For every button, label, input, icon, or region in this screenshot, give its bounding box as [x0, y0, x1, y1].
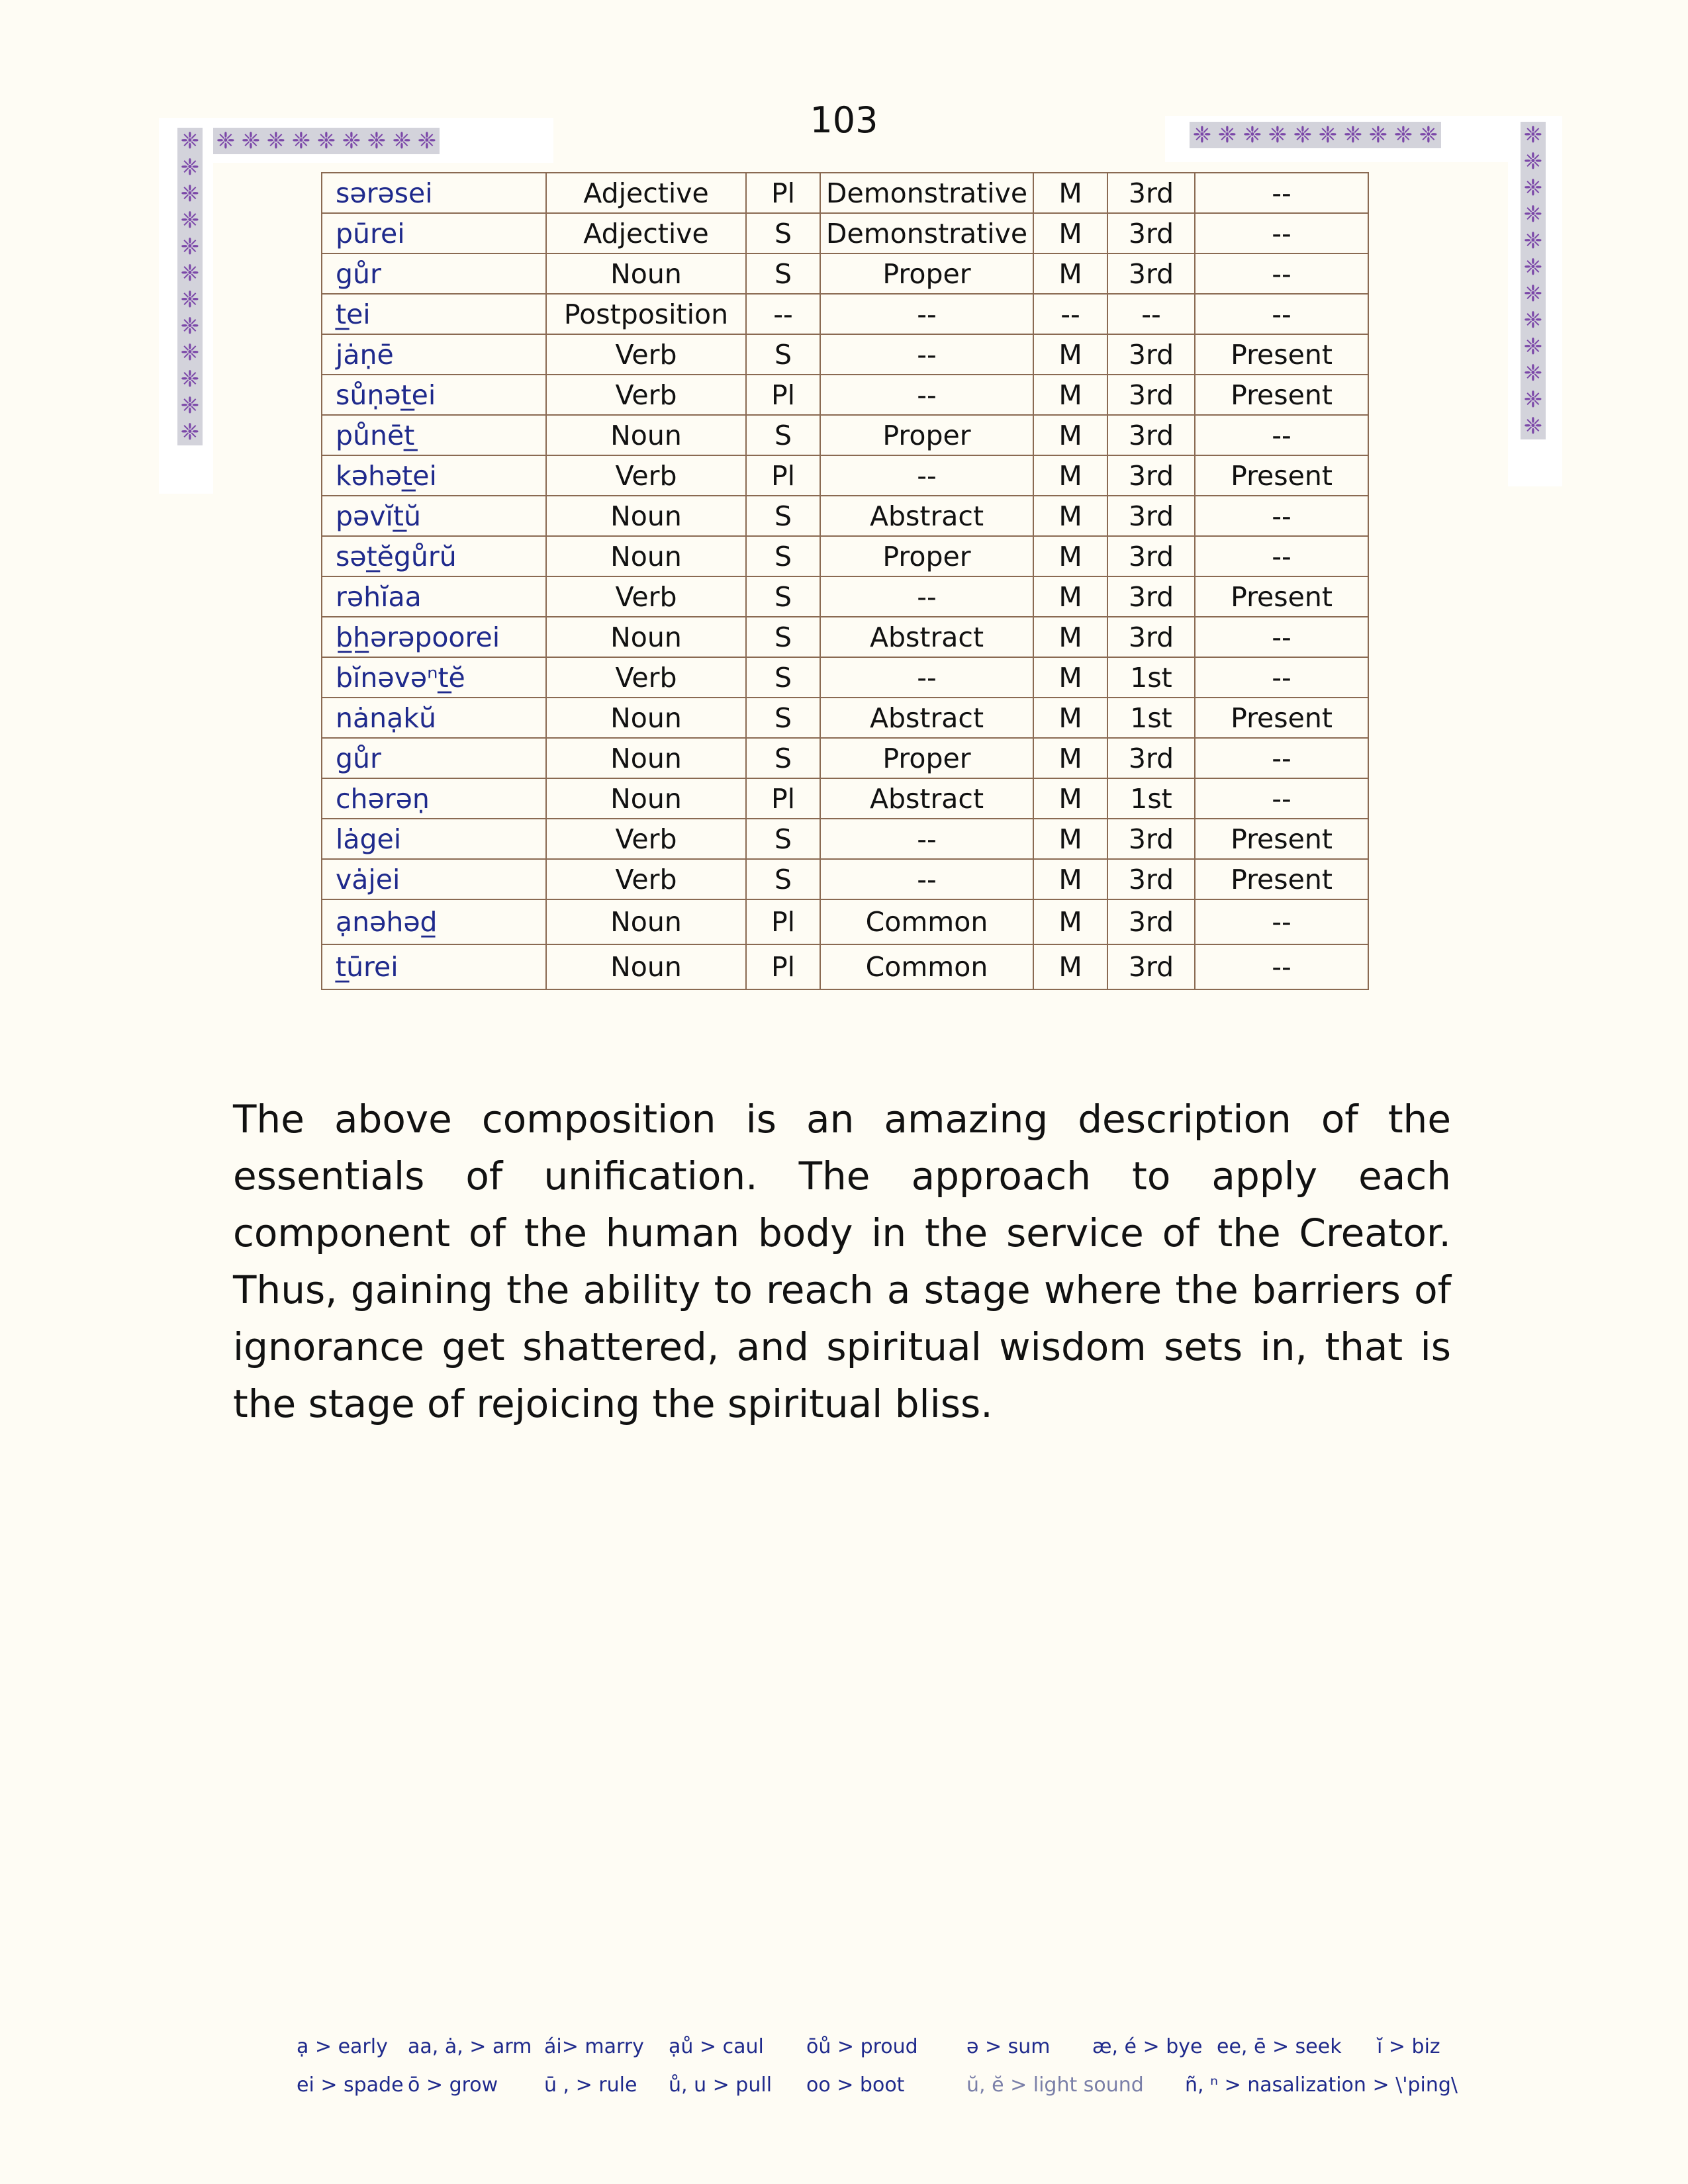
- table-cell: Abstract: [820, 698, 1033, 738]
- table-cell: --: [1195, 415, 1368, 455]
- table-cell: Abstract: [820, 778, 1033, 819]
- table-cell: M: [1033, 738, 1107, 778]
- flower-ornament-icon: ❈: [241, 128, 261, 154]
- table-row: [322, 778, 1368, 819]
- table-cell: --: [1195, 617, 1368, 657]
- flower-ornament-icon: ❈: [180, 392, 200, 419]
- word-cell: pəvĭt̲ŭ: [322, 496, 546, 536]
- table-cell: M: [1033, 455, 1107, 496]
- table-cell: M: [1033, 536, 1107, 576]
- table-cell: Present: [1195, 576, 1368, 617]
- word-cell: b̲h̲ərəpoorei: [322, 617, 546, 657]
- table-cell: S: [746, 819, 820, 859]
- table-cell: --: [1195, 496, 1368, 536]
- key-item: ee, ē > seek: [1217, 2035, 1342, 2058]
- table-cell: Noun: [546, 536, 746, 576]
- table-cell: --: [1195, 294, 1368, 334]
- flower-ornament-icon: ❈: [392, 128, 412, 154]
- table-cell: --: [820, 375, 1033, 415]
- key-item: oo > boot: [806, 2073, 905, 2097]
- table-cell: 3rd: [1107, 375, 1195, 415]
- commentary-paragraph: The above composition is an amazing description of the essentials of unification. The approach to apply each component of the human body in the service of the Creator. Thus, gaining the ability to reach a stage where the barriers of ignorance get shattered, and spiritual wisdom sets in, that is the stage of rejoicing the spiritual bliss.: [233, 1097, 1451, 1426]
- table-cell: Proper: [820, 253, 1033, 294]
- table-cell: 3rd: [1107, 496, 1195, 536]
- table-cell: Abstract: [820, 496, 1033, 536]
- table-cell: Demonstrative: [820, 173, 1033, 213]
- table-cell: S: [746, 253, 820, 294]
- word-cell: sət̲ĕgůrŭ: [322, 536, 546, 576]
- table-cell: Verb: [546, 819, 746, 859]
- word-cell: t̲ūrei: [322, 944, 546, 989]
- table-row: [322, 859, 1368, 899]
- table-cell: Present: [1195, 375, 1368, 415]
- table-cell: Verb: [546, 455, 746, 496]
- table-cell: --: [1033, 294, 1107, 334]
- flower-ornament-icon: ❈: [1293, 122, 1313, 148]
- flower-ornament-icon: ❈: [1523, 360, 1543, 387]
- table-cell: Present: [1195, 819, 1368, 859]
- table-cell: 3rd: [1107, 455, 1195, 496]
- flower-ornament-icon: ❈: [1368, 122, 1388, 148]
- table-cell: Noun: [546, 496, 746, 536]
- table-row: [322, 536, 1368, 576]
- table-cell: --: [1107, 294, 1195, 334]
- word-cell: ạnəhəd̲: [322, 899, 546, 944]
- key-item: ů, u > pull: [669, 2073, 773, 2097]
- word-cell: t̲ei: [322, 294, 546, 334]
- table-row: [322, 253, 1368, 294]
- table-cell: --: [820, 294, 1033, 334]
- table-cell: Noun: [546, 698, 746, 738]
- table-cell: Abstract: [820, 617, 1033, 657]
- table-cell: 3rd: [1107, 213, 1195, 253]
- table-cell: --: [820, 819, 1033, 859]
- table-cell: Common: [820, 944, 1033, 989]
- table-cell: Present: [1195, 859, 1368, 899]
- flower-ornament-icon: ❈: [180, 366, 200, 392]
- flower-ornament-icon: ❈: [1523, 334, 1543, 360]
- table-cell: 1st: [1107, 698, 1195, 738]
- table-cell: S: [746, 415, 820, 455]
- table-cell: Pl: [746, 173, 820, 213]
- flower-ornament-icon: ❈: [180, 340, 200, 366]
- flower-ornament-icon: ❈: [1217, 122, 1237, 148]
- table-cell: --: [1195, 173, 1368, 213]
- table-cell: Noun: [546, 778, 746, 819]
- table-cell: Pl: [746, 455, 820, 496]
- table-row: [322, 173, 1368, 213]
- table-cell: 3rd: [1107, 415, 1195, 455]
- table-cell: --: [820, 334, 1033, 375]
- table-cell: M: [1033, 698, 1107, 738]
- table-cell: S: [746, 617, 820, 657]
- table-cell: Verb: [546, 859, 746, 899]
- table-row: [322, 455, 1368, 496]
- word-cell: jȧṇē: [322, 334, 546, 375]
- pronunciation-key-row-2: [0, 2073, 1688, 2103]
- table-cell: Noun: [546, 415, 746, 455]
- table-cell: Postposition: [546, 294, 746, 334]
- ornament-border-top-right: [1190, 122, 1441, 148]
- flower-ornament-icon: ❈: [180, 234, 200, 260]
- key-item: ạ > early: [297, 2035, 388, 2058]
- table-cell: Verb: [546, 334, 746, 375]
- table-cell: 1st: [1107, 657, 1195, 698]
- word-cell: gůr: [322, 738, 546, 778]
- key-item: ñ, ⁿ > nasalization > \'ping\: [1185, 2073, 1458, 2097]
- table-cell: Proper: [820, 415, 1033, 455]
- table-cell: Pl: [746, 944, 820, 989]
- grammar-table: [321, 172, 1369, 990]
- table-row: [322, 294, 1368, 334]
- flower-ornament-icon: ❈: [180, 181, 200, 207]
- table-cell: S: [746, 334, 820, 375]
- table-row: [322, 415, 1368, 455]
- table-cell: Noun: [546, 738, 746, 778]
- word-cell: bĭnəvəⁿt̲ĕ: [322, 657, 546, 698]
- flower-ornament-icon: ❈: [1523, 254, 1543, 281]
- table-cell: --: [820, 576, 1033, 617]
- table-cell: Noun: [546, 944, 746, 989]
- flower-ornament-icon: ❈: [1523, 413, 1543, 439]
- word-cell: sůṇət̲ei: [322, 375, 546, 415]
- table-cell: M: [1033, 657, 1107, 698]
- table-row: [322, 496, 1368, 536]
- table-row: [322, 698, 1368, 738]
- table-row: [322, 944, 1368, 989]
- table-cell: Noun: [546, 899, 746, 944]
- table-cell: Noun: [546, 253, 746, 294]
- table-cell: --: [820, 455, 1033, 496]
- flower-ornament-icon: ❈: [1318, 122, 1338, 148]
- table-cell: S: [746, 576, 820, 617]
- table-cell: Adjective: [546, 173, 746, 213]
- table-cell: --: [820, 657, 1033, 698]
- table-cell: Proper: [820, 536, 1033, 576]
- flower-ornament-icon: ❈: [1268, 122, 1288, 148]
- table-row: [322, 819, 1368, 859]
- table-cell: Common: [820, 899, 1033, 944]
- flower-ornament-icon: ❈: [1523, 175, 1543, 201]
- table-cell: 3rd: [1107, 576, 1195, 617]
- table-cell: 3rd: [1107, 859, 1195, 899]
- table-cell: Verb: [546, 576, 746, 617]
- table-cell: Present: [1195, 455, 1368, 496]
- table-cell: S: [746, 536, 820, 576]
- table-cell: --: [1195, 899, 1368, 944]
- word-cell: sərəsei: [322, 173, 546, 213]
- table-cell: M: [1033, 778, 1107, 819]
- word-cell: nȧnạkŭ: [322, 698, 546, 738]
- key-item: ə > sum: [966, 2035, 1051, 2058]
- table-cell: --: [820, 859, 1033, 899]
- key-item: ō > grow: [408, 2073, 498, 2097]
- table-cell: M: [1033, 576, 1107, 617]
- flower-ornament-icon: ❈: [1523, 228, 1543, 254]
- word-cell: pūrei: [322, 213, 546, 253]
- table-cell: M: [1033, 617, 1107, 657]
- table-cell: M: [1033, 415, 1107, 455]
- table-cell: Pl: [746, 899, 820, 944]
- flower-ornament-icon: ❈: [180, 128, 200, 154]
- key-item: ei > spade: [297, 2073, 404, 2097]
- flower-ornament-icon: ❈: [1419, 122, 1438, 148]
- table-cell: M: [1033, 253, 1107, 294]
- table-cell: M: [1033, 899, 1107, 944]
- table-row: [322, 617, 1368, 657]
- key-item: ŭ, ĕ > light sound: [966, 2073, 1144, 2097]
- flower-ornament-icon: ❈: [316, 128, 336, 154]
- key-item: æ, é > bye: [1092, 2035, 1203, 2058]
- table-cell: Pl: [746, 375, 820, 415]
- table-cell: 3rd: [1107, 253, 1195, 294]
- table-cell: --: [746, 294, 820, 334]
- ornament-border-top-left: [213, 128, 440, 154]
- table-row: [322, 899, 1368, 944]
- ornament-border-left: [177, 128, 203, 445]
- table-cell: Demonstrative: [820, 213, 1033, 253]
- flower-ornament-icon: ❈: [1523, 122, 1543, 148]
- table-row: [322, 657, 1368, 698]
- table-row: [322, 334, 1368, 375]
- table-cell: --: [1195, 778, 1368, 819]
- flower-ornament-icon: ❈: [1393, 122, 1413, 148]
- table-row: [322, 738, 1368, 778]
- flower-ornament-icon: ❈: [1243, 122, 1262, 148]
- key-item: ạů > caul: [669, 2035, 764, 2058]
- table-cell: 3rd: [1107, 944, 1195, 989]
- key-item: aa, ȧ, > arm: [408, 2035, 532, 2058]
- flower-ornament-icon: ❈: [180, 154, 200, 181]
- flower-ornament-icon: ❈: [180, 287, 200, 313]
- table-cell: 1st: [1107, 778, 1195, 819]
- table-cell: Verb: [546, 657, 746, 698]
- word-cell: lȧgei: [322, 819, 546, 859]
- table-cell: S: [746, 698, 820, 738]
- table-cell: M: [1033, 334, 1107, 375]
- key-item: ái> marry: [544, 2035, 644, 2058]
- table-cell: M: [1033, 375, 1107, 415]
- table-cell: Verb: [546, 375, 746, 415]
- table-cell: Noun: [546, 617, 746, 657]
- page-number: 103: [810, 99, 878, 141]
- word-cell: chərəṇ: [322, 778, 546, 819]
- table-row: [322, 375, 1368, 415]
- table-cell: M: [1033, 859, 1107, 899]
- table-cell: Adjective: [546, 213, 746, 253]
- flower-ornament-icon: ❈: [266, 128, 286, 154]
- key-item: ū , > rule: [544, 2073, 637, 2097]
- flower-ornament-icon: ❈: [1523, 148, 1543, 175]
- table-cell: M: [1033, 173, 1107, 213]
- flower-ornament-icon: ❈: [1523, 387, 1543, 413]
- flower-ornament-icon: ❈: [180, 207, 200, 234]
- table-row: [322, 213, 1368, 253]
- pronunciation-key-row-1: [0, 2035, 1688, 2064]
- word-cell: rəhĭaa: [322, 576, 546, 617]
- table-cell: M: [1033, 819, 1107, 859]
- table-cell: S: [746, 213, 820, 253]
- key-item: ĭ > biz: [1377, 2035, 1440, 2058]
- flower-ornament-icon: ❈: [1343, 122, 1363, 148]
- table-cell: --: [1195, 213, 1368, 253]
- flower-ornament-icon: ❈: [1523, 201, 1543, 228]
- flower-ornament-icon: ❈: [1192, 122, 1212, 148]
- table-cell: --: [1195, 738, 1368, 778]
- table-cell: --: [1195, 536, 1368, 576]
- flower-ornament-icon: ❈: [180, 313, 200, 340]
- table-cell: 3rd: [1107, 617, 1195, 657]
- table-cell: S: [746, 657, 820, 698]
- flower-ornament-icon: ❈: [291, 128, 311, 154]
- flower-ornament-icon: ❈: [180, 419, 200, 445]
- word-cell: gůr: [322, 253, 546, 294]
- table-cell: 3rd: [1107, 819, 1195, 859]
- flower-ornament-icon: ❈: [367, 128, 387, 154]
- table-cell: Pl: [746, 778, 820, 819]
- flower-ornament-icon: ❈: [1523, 307, 1543, 334]
- table-cell: S: [746, 859, 820, 899]
- ornament-border-right: [1521, 122, 1546, 439]
- table-cell: M: [1033, 213, 1107, 253]
- flower-ornament-icon: ❈: [417, 128, 437, 154]
- table-cell: 3rd: [1107, 536, 1195, 576]
- table-cell: 3rd: [1107, 173, 1195, 213]
- table-cell: Present: [1195, 334, 1368, 375]
- word-cell: kəhət̲ei: [322, 455, 546, 496]
- word-cell: půnēt̲: [322, 415, 546, 455]
- table-cell: 3rd: [1107, 738, 1195, 778]
- table-row: [322, 576, 1368, 617]
- table-cell: M: [1033, 944, 1107, 989]
- table-cell: --: [1195, 657, 1368, 698]
- flower-ornament-icon: ❈: [216, 128, 236, 154]
- flower-ornament-icon: ❈: [342, 128, 361, 154]
- key-item: ōů > proud: [806, 2035, 918, 2058]
- table-cell: --: [1195, 253, 1368, 294]
- table-cell: 3rd: [1107, 899, 1195, 944]
- table-cell: M: [1033, 496, 1107, 536]
- flower-ornament-icon: ❈: [1523, 281, 1543, 307]
- flower-ornament-icon: ❈: [180, 260, 200, 287]
- table-cell: S: [746, 496, 820, 536]
- table-cell: Proper: [820, 738, 1033, 778]
- table-cell: S: [746, 738, 820, 778]
- word-cell: vȧjei: [322, 859, 546, 899]
- table-cell: 3rd: [1107, 334, 1195, 375]
- table-cell: Present: [1195, 698, 1368, 738]
- table-cell: --: [1195, 944, 1368, 989]
